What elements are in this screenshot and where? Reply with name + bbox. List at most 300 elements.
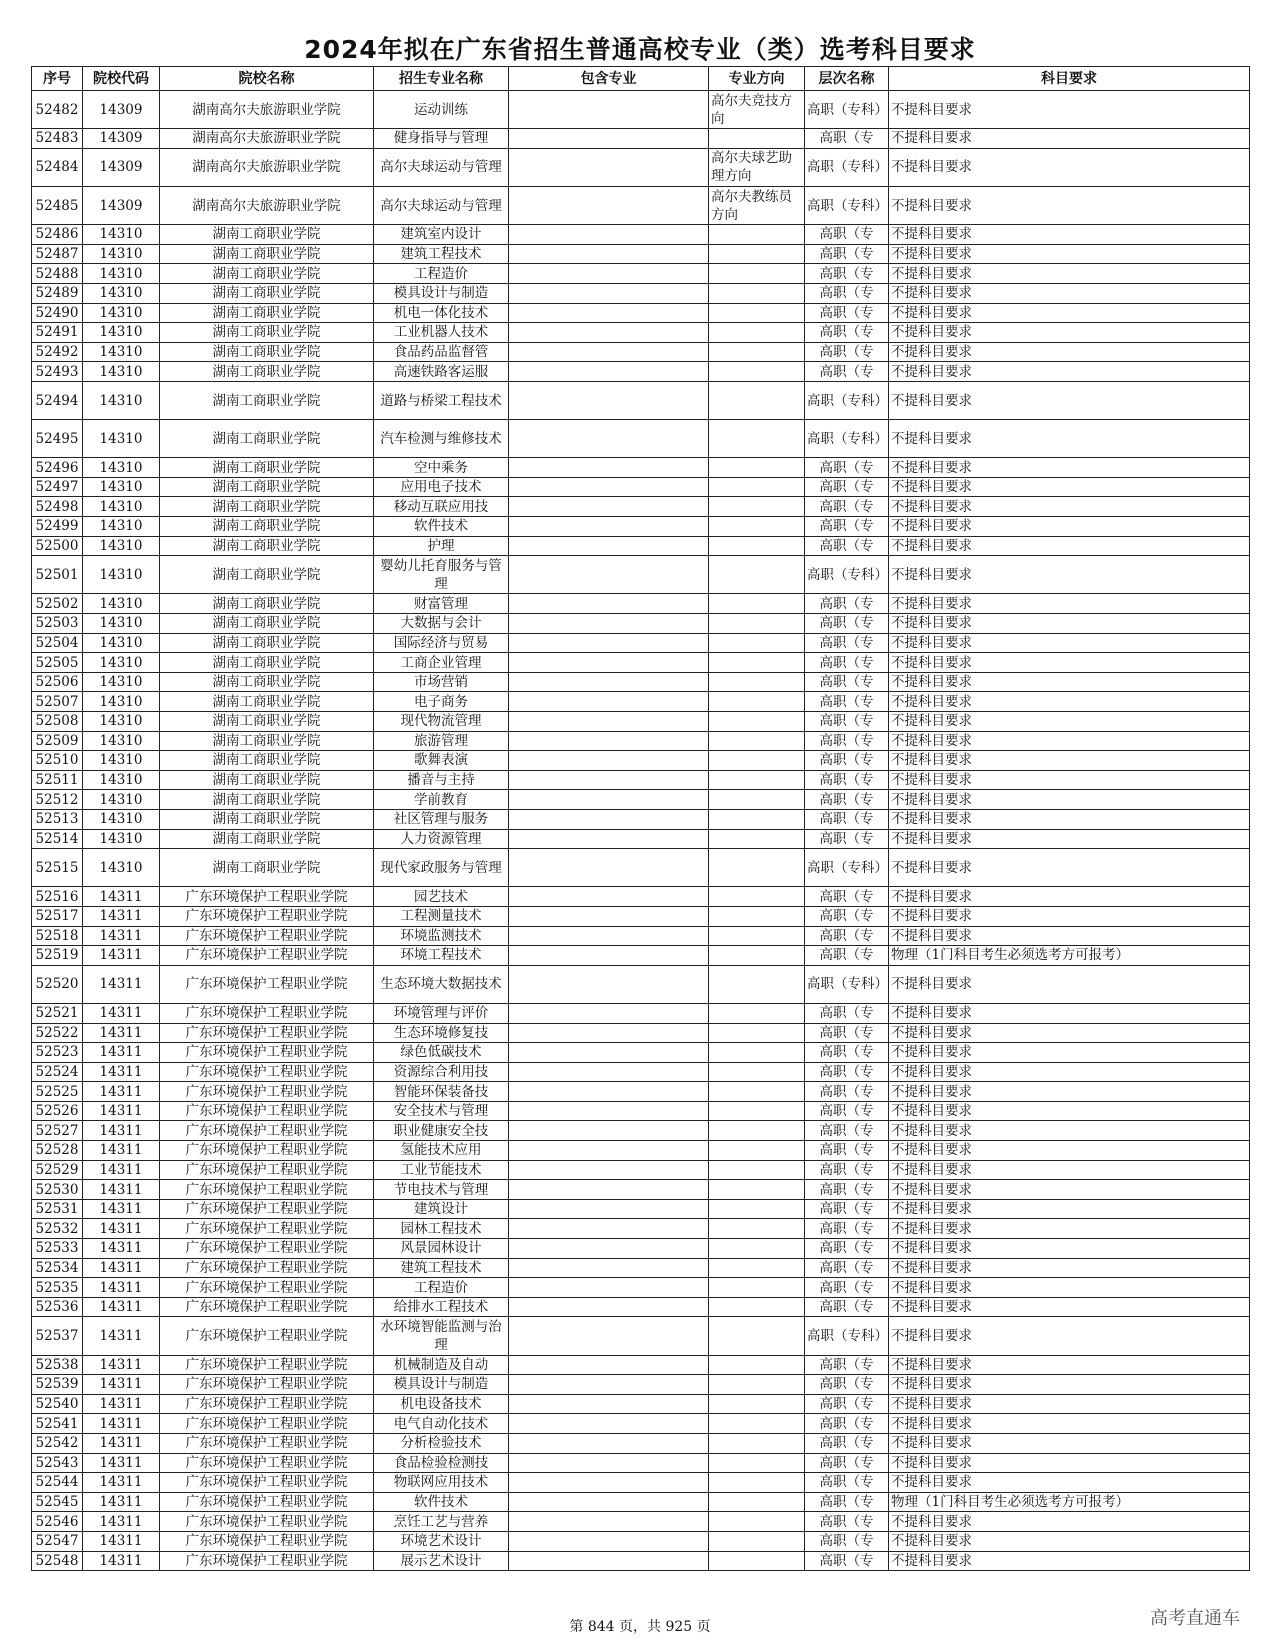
cell-school: 湖南工商职业学院: [160, 244, 374, 264]
cell-level: 高职（专: [805, 790, 889, 810]
cell-included: [509, 1219, 709, 1239]
cell-requirement: 不提科目要求: [889, 653, 1250, 673]
cell-requirement: 不提科目要求: [889, 1453, 1250, 1473]
cell-school: 湖南工商职业学院: [160, 225, 374, 245]
cell-school: 广东环境保护工程职业学院: [160, 1003, 374, 1023]
cell-no: 52539: [32, 1375, 83, 1395]
cell-level: 高职（专: [805, 1551, 889, 1571]
cell-direction: [709, 965, 805, 1003]
cell-level: 高职（专: [805, 283, 889, 303]
cell-major: 烹饪工艺与营养: [374, 1512, 509, 1532]
cell-requirement: 不提科目要求: [889, 849, 1250, 887]
cell-school: 湖南工商职业学院: [160, 420, 374, 458]
table-row: [32, 129, 1250, 149]
cell-major: 模具设计与制造: [374, 283, 509, 303]
cell-no: 52547: [32, 1531, 83, 1551]
cell-requirement: 不提科目要求: [889, 556, 1250, 594]
cell-direction: [709, 633, 805, 653]
cell-included: [509, 1023, 709, 1043]
cell-level: 高职（专科）: [805, 556, 889, 594]
cell-direction: [709, 362, 805, 382]
cell-no: 52524: [32, 1062, 83, 1082]
cell-level: 高职（专科）: [805, 965, 889, 1003]
cell-level: 高职（专科）: [805, 381, 889, 419]
cell-level: 高职（专: [805, 692, 889, 712]
cell-included: [509, 946, 709, 966]
cell-included: [509, 1414, 709, 1434]
cell-major: 资源综合利用技: [374, 1062, 509, 1082]
cell-school: 广东环境保护工程职业学院: [160, 1062, 374, 1082]
table-header-row: [32, 67, 1250, 91]
cell-direction: [709, 1160, 805, 1180]
cell-direction: [709, 926, 805, 946]
cell-no: 52510: [32, 751, 83, 771]
cell-major: 环境工程技术: [374, 946, 509, 966]
cell-major: 节电技术与管理: [374, 1180, 509, 1200]
cell-requirement: 不提科目要求: [889, 497, 1250, 517]
cell-no: 52540: [32, 1394, 83, 1414]
header-major: 招生专业名称: [374, 67, 509, 91]
cell-no: 52485: [32, 186, 83, 224]
brand-watermark: 高考直通车: [1150, 1608, 1240, 1629]
cell-school: 广东环境保护工程职业学院: [160, 1297, 374, 1317]
cell-direction: [709, 594, 805, 614]
cell-included: [509, 1141, 709, 1161]
cell-level: 高职（专: [805, 536, 889, 556]
cell-major: 应用电子技术: [374, 477, 509, 497]
cell-no: 52484: [32, 148, 83, 186]
cell-no: 52498: [32, 497, 83, 517]
cell-major: 建筑设计: [374, 1199, 509, 1219]
cell-major: 工程造价: [374, 264, 509, 284]
cell-no: 52518: [32, 926, 83, 946]
cell-requirement: 不提科目要求: [889, 1219, 1250, 1239]
table-row: [32, 323, 1250, 343]
cell-level: 高职（专: [805, 1414, 889, 1434]
cell-included: [509, 264, 709, 284]
cell-major: 运动训练: [374, 91, 509, 129]
cell-school: 湖南工商职业学院: [160, 712, 374, 732]
cell-code: 14310: [83, 692, 160, 712]
cell-no: 52491: [32, 323, 83, 343]
cell-included: [509, 244, 709, 264]
table-row: [32, 1121, 1250, 1141]
table-row: [32, 692, 1250, 712]
cell-direction: [709, 1219, 805, 1239]
cell-code: 14310: [83, 731, 160, 751]
cell-included: [509, 283, 709, 303]
cell-direction: [709, 342, 805, 362]
cell-level: 高职（专: [805, 887, 889, 907]
cell-code: 14311: [83, 1219, 160, 1239]
cell-direction: [709, 946, 805, 966]
table-row: [32, 809, 1250, 829]
cell-major: 婴幼儿托育服务与管理: [374, 556, 509, 594]
cell-code: 14311: [83, 1473, 160, 1493]
cell-major: 现代物流管理: [374, 712, 509, 732]
cell-school: 湖南工商职业学院: [160, 517, 374, 537]
cell-school: 广东环境保护工程职业学院: [160, 1043, 374, 1063]
table-row: [32, 1043, 1250, 1063]
cell-requirement: 不提科目要求: [889, 536, 1250, 556]
cell-no: 52546: [32, 1512, 83, 1532]
cell-code: 14311: [83, 1239, 160, 1259]
cell-major: 空中乘务: [374, 458, 509, 478]
table-row: [32, 1258, 1250, 1278]
page-number: 第 844 页，共 925 页: [569, 1619, 711, 1635]
cell-code: 14310: [83, 497, 160, 517]
cell-direction: [709, 829, 805, 849]
cell-direction: [709, 420, 805, 458]
cell-major: 电子商务: [374, 692, 509, 712]
cell-direction: [709, 1003, 805, 1023]
cell-level: 高职（专: [805, 342, 889, 362]
cell-level: 高职（专: [805, 1375, 889, 1395]
cell-code: 14310: [83, 653, 160, 673]
cell-school: 广东环境保护工程职业学院: [160, 1317, 374, 1355]
table-row: [32, 1003, 1250, 1023]
cell-direction: 高尔夫教练员方向: [709, 186, 805, 224]
cell-level: 高职（专: [805, 1101, 889, 1121]
cell-requirement: 不提科目要求: [889, 809, 1250, 829]
cell-included: [509, 712, 709, 732]
cell-included: [509, 420, 709, 458]
cell-major: 安全技术与管理: [374, 1101, 509, 1121]
cell-included: [509, 614, 709, 634]
cell-code: 14310: [83, 751, 160, 771]
cell-included: [509, 1453, 709, 1473]
cell-major: 健身指导与管理: [374, 129, 509, 149]
cell-no: 52538: [32, 1355, 83, 1375]
cell-level: 高职（专科）: [805, 186, 889, 224]
cell-included: [509, 751, 709, 771]
cell-code: 14311: [83, 1160, 160, 1180]
cell-requirement: 不提科目要求: [889, 1180, 1250, 1200]
cell-included: [509, 1394, 709, 1414]
cell-major: 歌舞表演: [374, 751, 509, 771]
cell-requirement: 不提科目要求: [889, 1512, 1250, 1532]
cell-direction: [709, 1414, 805, 1434]
cell-requirement: 不提科目要求: [889, 790, 1250, 810]
cell-no: 52530: [32, 1180, 83, 1200]
cell-included: [509, 809, 709, 829]
table-row: [32, 1355, 1250, 1375]
cell-school: 湖南工商职业学院: [160, 556, 374, 594]
cell-no: 52495: [32, 420, 83, 458]
cell-direction: [709, 1199, 805, 1219]
cell-school: 广东环境保护工程职业学院: [160, 1551, 374, 1571]
cell-requirement: 不提科目要求: [889, 1023, 1250, 1043]
table-row: [32, 1023, 1250, 1043]
cell-direction: [709, 731, 805, 751]
cell-major: 工程测量技术: [374, 906, 509, 926]
cell-major: 机械制造及自动: [374, 1355, 509, 1375]
table-row: [32, 1531, 1250, 1551]
cell-school: 湖南工商职业学院: [160, 458, 374, 478]
cell-level: 高职（专: [805, 1023, 889, 1043]
cell-no: 52544: [32, 1473, 83, 1493]
cell-requirement: 不提科目要求: [889, 1473, 1250, 1493]
cell-requirement: 不提科目要求: [889, 672, 1250, 692]
cell-requirement: 不提科目要求: [889, 1101, 1250, 1121]
requirements-table: [31, 66, 1250, 1571]
cell-code: 14310: [83, 594, 160, 614]
cell-requirement: 不提科目要求: [889, 1414, 1250, 1434]
cell-level: 高职（专: [805, 1394, 889, 1414]
cell-major: 展示艺术设计: [374, 1551, 509, 1571]
header-code: 院校代码: [83, 67, 160, 91]
cell-major: 软件技术: [374, 517, 509, 537]
cell-code: 14310: [83, 712, 160, 732]
cell-no: 52543: [32, 1453, 83, 1473]
cell-requirement: 不提科目要求: [889, 1297, 1250, 1317]
cell-level: 高职（专: [805, 653, 889, 673]
cell-major: 食品药品监督管: [374, 342, 509, 362]
cell-code: 14309: [83, 129, 160, 149]
cell-major: 大数据与会计: [374, 614, 509, 634]
cell-code: 14311: [83, 1512, 160, 1532]
page-title: 2024年拟在广东省招生普通高校专业（类）选考科目要求: [304, 35, 976, 64]
table-row: [32, 1141, 1250, 1161]
cell-included: [509, 770, 709, 790]
cell-no: 52545: [32, 1492, 83, 1512]
cell-major: 移动互联应用技: [374, 497, 509, 517]
cell-requirement: 不提科目要求: [889, 477, 1250, 497]
table-row: [32, 536, 1250, 556]
cell-no: 52494: [32, 381, 83, 419]
cell-included: [509, 1160, 709, 1180]
cell-requirement: 不提科目要求: [889, 264, 1250, 284]
cell-no: 52482: [32, 91, 83, 129]
cell-no: 52548: [32, 1551, 83, 1571]
table-row: [32, 1551, 1250, 1571]
cell-included: [509, 497, 709, 517]
cell-level: 高职（专: [805, 1492, 889, 1512]
cell-code: 14311: [83, 1297, 160, 1317]
cell-requirement: 不提科目要求: [889, 91, 1250, 129]
cell-included: [509, 849, 709, 887]
header-direction: 专业方向: [709, 67, 805, 91]
cell-major: 国际经济与贸易: [374, 633, 509, 653]
cell-code: 14310: [83, 849, 160, 887]
cell-code: 14311: [83, 965, 160, 1003]
cell-school: 湖南工商职业学院: [160, 594, 374, 614]
header-included: 包含专业: [509, 67, 709, 91]
cell-no: 52513: [32, 809, 83, 829]
cell-requirement: 不提科目要求: [889, 594, 1250, 614]
cell-requirement: 不提科目要求: [889, 751, 1250, 771]
cell-no: 52532: [32, 1219, 83, 1239]
cell-code: 14310: [83, 672, 160, 692]
cell-no: 52525: [32, 1082, 83, 1102]
cell-major: 工业节能技术: [374, 1160, 509, 1180]
table-row: [32, 148, 1250, 186]
cell-requirement: 不提科目要求: [889, 1141, 1250, 1161]
cell-included: [509, 926, 709, 946]
cell-major: 播音与主持: [374, 770, 509, 790]
cell-code: 14311: [83, 1531, 160, 1551]
cell-included: [509, 1531, 709, 1551]
cell-direction: [709, 1180, 805, 1200]
cell-included: [509, 1180, 709, 1200]
cell-no: 52483: [32, 129, 83, 149]
cell-included: [509, 225, 709, 245]
cell-major: 建筑工程技术: [374, 244, 509, 264]
cell-direction: [709, 1512, 805, 1532]
cell-code: 14311: [83, 1141, 160, 1161]
table-row: [32, 342, 1250, 362]
cell-level: 高职（专: [805, 1258, 889, 1278]
table-row: [32, 946, 1250, 966]
cell-included: [509, 965, 709, 1003]
cell-major: 道路与桥梁工程技术: [374, 381, 509, 419]
cell-major: 职业健康安全技: [374, 1121, 509, 1141]
cell-no: 52502: [32, 594, 83, 614]
table-row: [32, 1239, 1250, 1259]
cell-major: 工商企业管理: [374, 653, 509, 673]
cell-requirement: 不提科目要求: [889, 1355, 1250, 1375]
table-row: [32, 594, 1250, 614]
cell-level: 高职（专科）: [805, 148, 889, 186]
cell-included: [509, 1062, 709, 1082]
cell-school: 湖南工商职业学院: [160, 477, 374, 497]
cell-major: 高速铁路客运服: [374, 362, 509, 382]
cell-code: 14310: [83, 790, 160, 810]
cell-requirement: 不提科目要求: [889, 129, 1250, 149]
table-row: [32, 712, 1250, 732]
table-row: [32, 497, 1250, 517]
cell-no: 52537: [32, 1317, 83, 1355]
cell-no: 52497: [32, 477, 83, 497]
cell-code: 14310: [83, 633, 160, 653]
cell-included: [509, 672, 709, 692]
cell-major: 电气自动化技术: [374, 1414, 509, 1434]
cell-direction: [709, 1043, 805, 1063]
cell-school: 广东环境保护工程职业学院: [160, 887, 374, 907]
cell-level: 高职（专: [805, 303, 889, 323]
cell-direction: [709, 129, 805, 149]
cell-no: 52490: [32, 303, 83, 323]
cell-no: 52526: [32, 1101, 83, 1121]
cell-school: 广东环境保护工程职业学院: [160, 1141, 374, 1161]
cell-no: 52517: [32, 906, 83, 926]
cell-direction: [709, 1062, 805, 1082]
cell-school: 广东环境保护工程职业学院: [160, 1355, 374, 1375]
cell-major: 水环境智能监测与治理: [374, 1317, 509, 1355]
cell-school: 湖南工商职业学院: [160, 790, 374, 810]
cell-requirement: 不提科目要求: [889, 614, 1250, 634]
table-row: [32, 244, 1250, 264]
cell-school: 湖南工商职业学院: [160, 536, 374, 556]
cell-level: 高职（专: [805, 244, 889, 264]
cell-level: 高职（专: [805, 770, 889, 790]
cell-level: 高职（专: [805, 1219, 889, 1239]
cell-requirement: 不提科目要求: [889, 1160, 1250, 1180]
cell-code: 14309: [83, 148, 160, 186]
cell-no: 52529: [32, 1160, 83, 1180]
cell-direction: [709, 653, 805, 673]
cell-requirement: 不提科目要求: [889, 712, 1250, 732]
cell-requirement: 不提科目要求: [889, 1317, 1250, 1355]
cell-school: 广东环境保护工程职业学院: [160, 926, 374, 946]
cell-direction: [709, 1023, 805, 1043]
cell-level: 高职（专: [805, 926, 889, 946]
cell-no: 52528: [32, 1141, 83, 1161]
cell-code: 14309: [83, 186, 160, 224]
cell-no: 52541: [32, 1414, 83, 1434]
cell-code: 14311: [83, 906, 160, 926]
cell-included: [509, 362, 709, 382]
cell-direction: [709, 458, 805, 478]
cell-level: 高职（专科）: [805, 849, 889, 887]
table-row: [32, 1180, 1250, 1200]
cell-level: 高职（专: [805, 362, 889, 382]
table-row: [32, 1082, 1250, 1102]
cell-no: 52505: [32, 653, 83, 673]
cell-included: [509, 692, 709, 712]
cell-school: 广东环境保护工程职业学院: [160, 1023, 374, 1043]
cell-level: 高职（专: [805, 458, 889, 478]
cell-no: 52486: [32, 225, 83, 245]
cell-school: 湖南工商职业学院: [160, 653, 374, 673]
table-body: [32, 91, 1250, 1571]
cell-school: 广东环境保护工程职业学院: [160, 1160, 374, 1180]
cell-no: 52531: [32, 1199, 83, 1219]
cell-no: 52542: [32, 1433, 83, 1453]
cell-major: 现代家政服务与管理: [374, 849, 509, 887]
cell-requirement: 不提科目要求: [889, 1062, 1250, 1082]
table-row: [32, 362, 1250, 382]
cell-major: 高尔夫球运动与管理: [374, 186, 509, 224]
cell-code: 14310: [83, 477, 160, 497]
cell-school: 湖南工商职业学院: [160, 614, 374, 634]
cell-requirement: 不提科目要求: [889, 458, 1250, 478]
cell-direction: [709, 672, 805, 692]
cell-code: 14310: [83, 283, 160, 303]
cell-school: 广东环境保护工程职业学院: [160, 906, 374, 926]
cell-code: 14311: [83, 1433, 160, 1453]
cell-level: 高职（专: [805, 1453, 889, 1473]
table-row: [32, 1199, 1250, 1219]
cell-level: 高职（专: [805, 633, 889, 653]
cell-code: 14311: [83, 1278, 160, 1298]
cell-requirement: 不提科目要求: [889, 1531, 1250, 1551]
cell-major: 给排水工程技术: [374, 1297, 509, 1317]
cell-direction: [709, 906, 805, 926]
header-school: 院校名称: [160, 67, 374, 91]
cell-direction: [709, 1453, 805, 1473]
cell-level: 高职（专: [805, 1531, 889, 1551]
cell-school: 广东环境保护工程职业学院: [160, 1180, 374, 1200]
cell-requirement: 不提科目要求: [889, 283, 1250, 303]
cell-school: 湖南工商职业学院: [160, 849, 374, 887]
cell-school: 广东环境保护工程职业学院: [160, 1512, 374, 1532]
cell-school: 广东环境保护工程职业学院: [160, 1414, 374, 1434]
cell-direction: 高尔夫球艺助理方向: [709, 148, 805, 186]
cell-direction: [709, 849, 805, 887]
cell-code: 14311: [83, 1258, 160, 1278]
cell-school: 广东环境保护工程职业学院: [160, 1258, 374, 1278]
cell-included: [509, 91, 709, 129]
cell-level: 高职（专: [805, 712, 889, 732]
cell-requirement: 不提科目要求: [889, 420, 1250, 458]
cell-included: [509, 1551, 709, 1571]
cell-school: 湖南工商职业学院: [160, 809, 374, 829]
cell-code: 14310: [83, 362, 160, 382]
cell-major: 园艺技术: [374, 887, 509, 907]
cell-direction: [709, 1239, 805, 1259]
cell-direction: [709, 381, 805, 419]
